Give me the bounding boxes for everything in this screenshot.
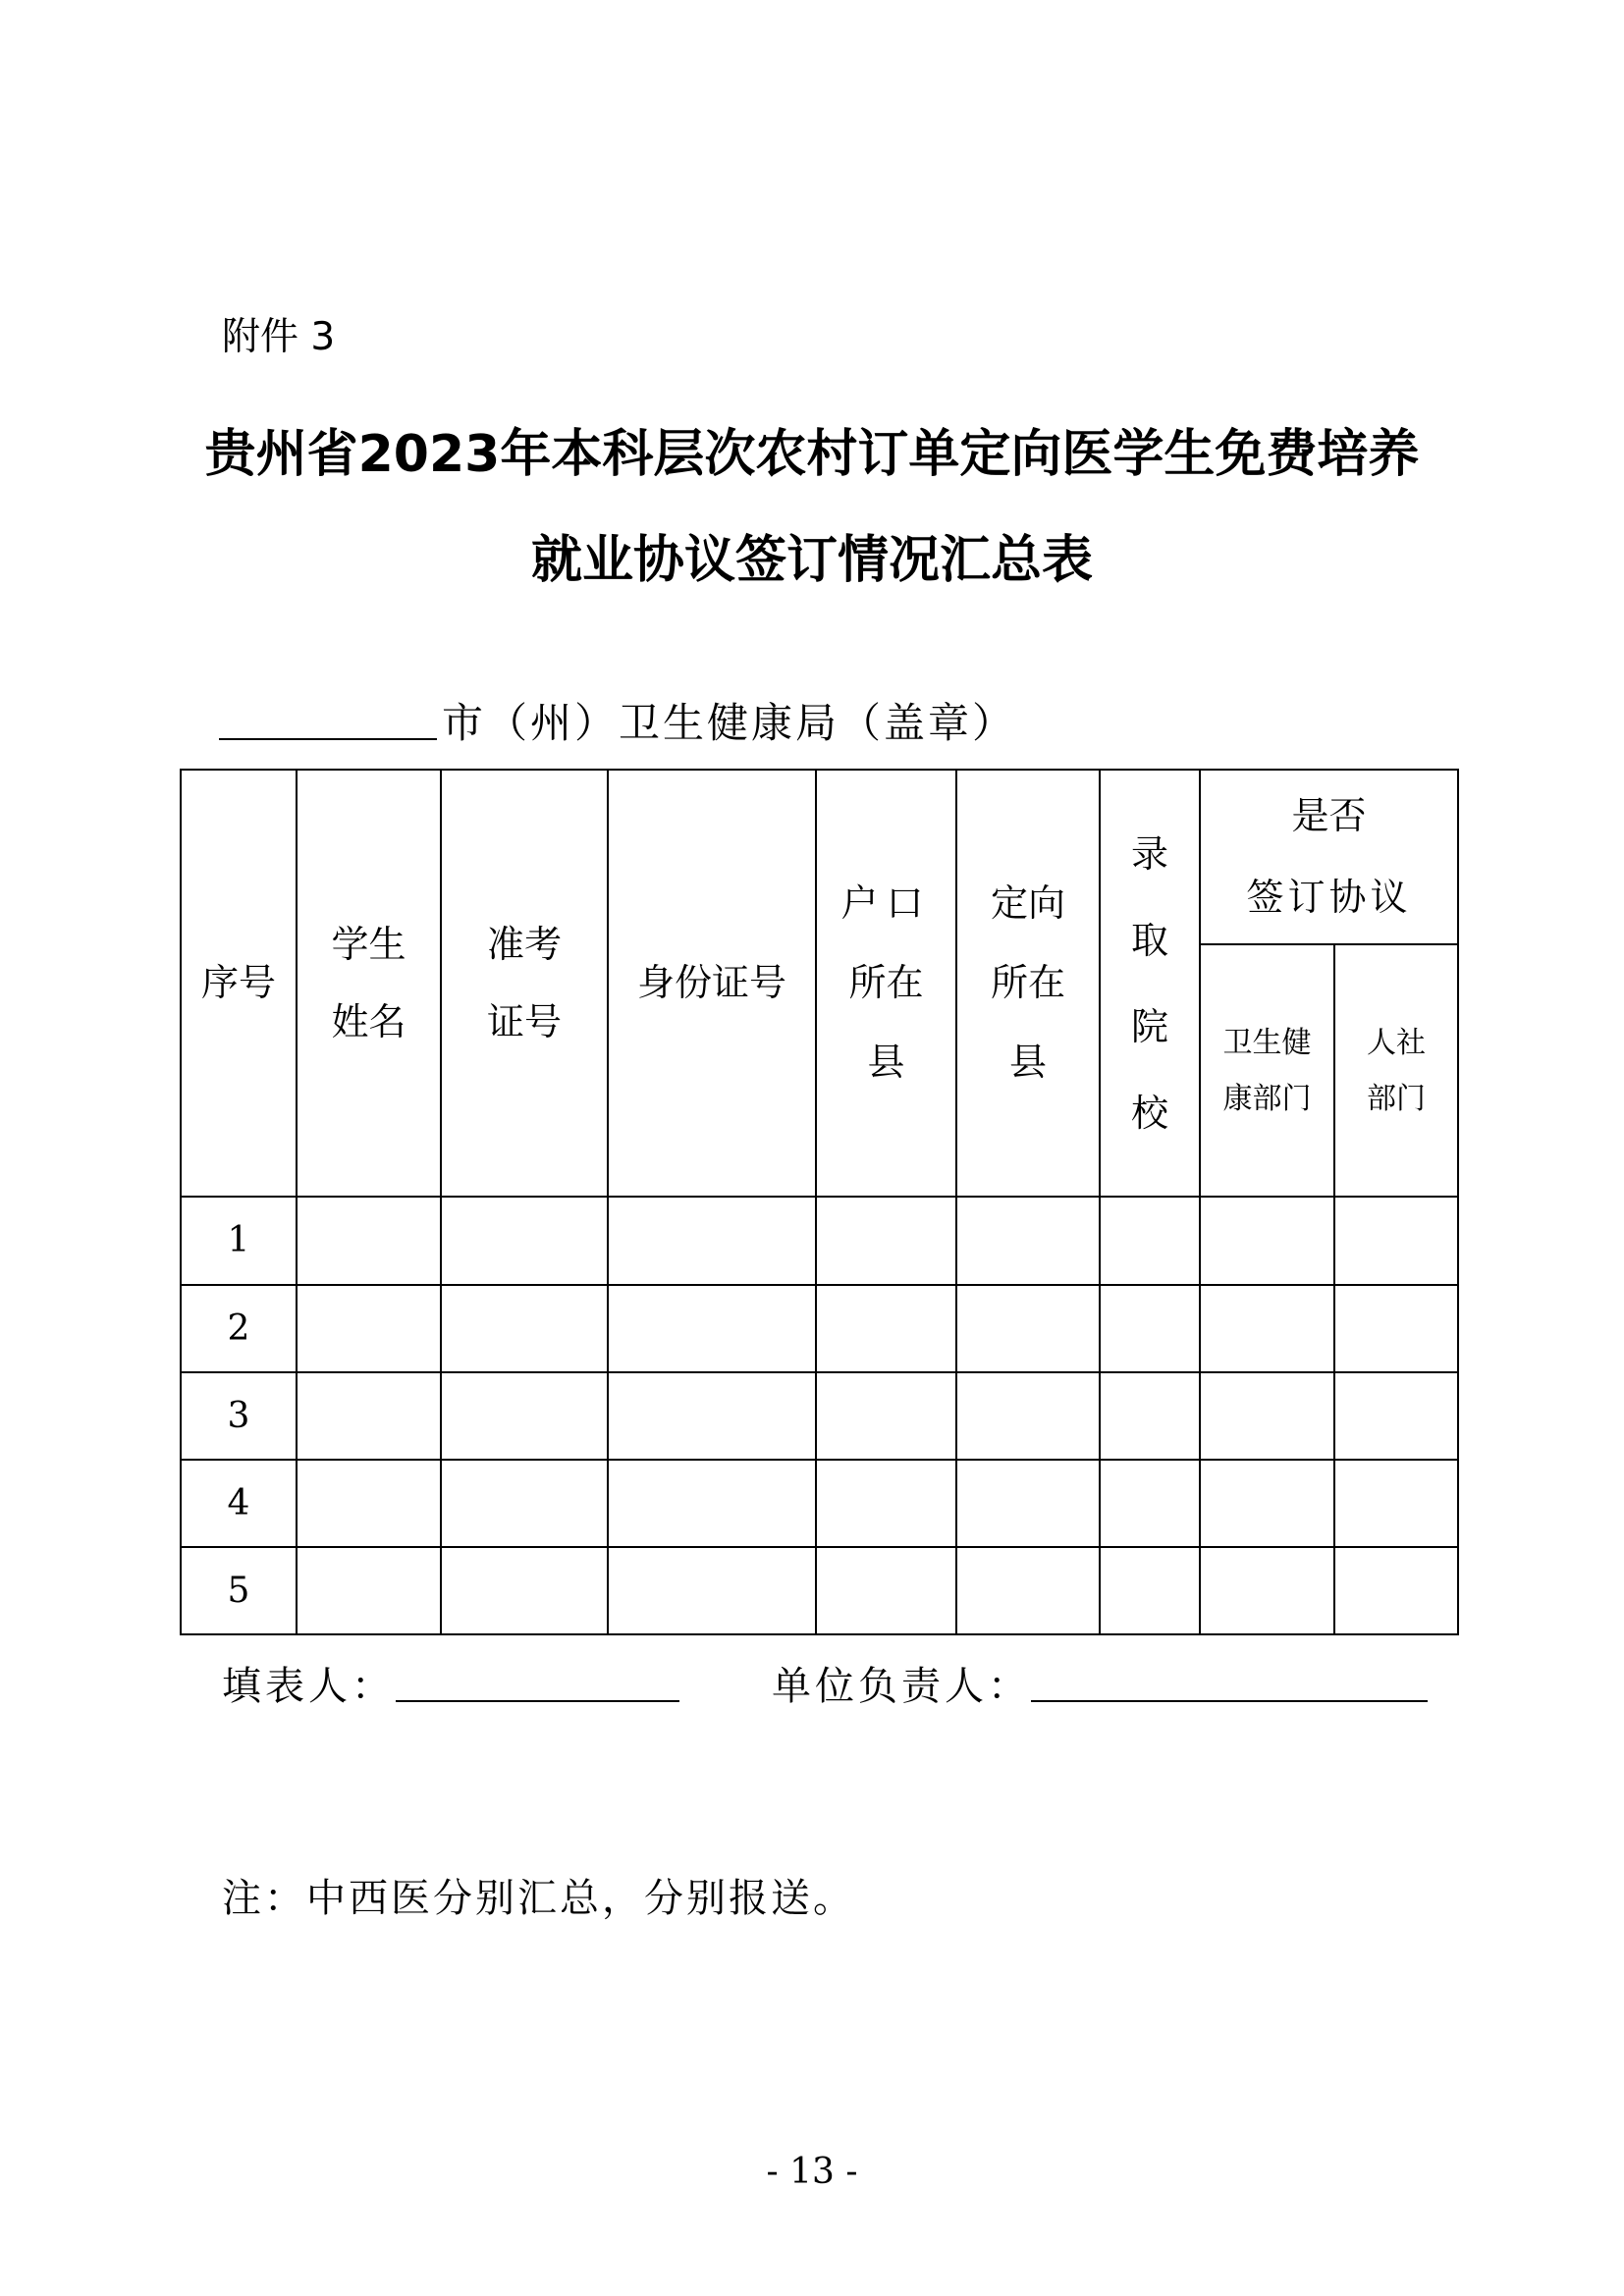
- table-cell[interactable]: [608, 1285, 816, 1372]
- row-number: 2: [181, 1285, 297, 1372]
- table-cell[interactable]: [956, 1197, 1100, 1285]
- header-id-number: 身份证号: [608, 770, 816, 1197]
- header-text: 部门: [1367, 1081, 1426, 1116]
- header-hr-dept: [1334, 944, 1458, 1197]
- header-text: 县: [867, 1040, 905, 1084]
- issuing-bureau-label: 市（州）卫生健康局（盖章）: [442, 699, 1017, 747]
- header-admitting-school: [1100, 770, 1200, 1197]
- table-cell[interactable]: [1334, 1197, 1458, 1285]
- table-cell[interactable]: [297, 1547, 441, 1634]
- header-student-name: [297, 770, 441, 1197]
- table-cell[interactable]: [1334, 1372, 1458, 1460]
- table-cell[interactable]: [1100, 1285, 1200, 1372]
- table-cell[interactable]: [608, 1197, 816, 1285]
- table-cell[interactable]: [1334, 1460, 1458, 1547]
- header-text: 人社: [1367, 1025, 1426, 1060]
- table-cell[interactable]: [816, 1372, 956, 1460]
- table-row: [181, 1372, 1458, 1460]
- table-cell[interactable]: [956, 1460, 1100, 1547]
- header-text: 校: [1130, 1091, 1168, 1135]
- header-text: 定向: [990, 881, 1065, 926]
- header-text: 康部门: [1222, 1081, 1312, 1116]
- table-cell[interactable]: [956, 1547, 1100, 1634]
- table-cell[interactable]: [816, 1285, 956, 1372]
- table-cell[interactable]: [1200, 1285, 1334, 1372]
- table-row: [181, 1460, 1458, 1547]
- header-text: 准考: [486, 922, 562, 966]
- header-text: 学生: [331, 922, 406, 966]
- table-cell[interactable]: [608, 1372, 816, 1460]
- table-cell[interactable]: [297, 1197, 441, 1285]
- table-cell[interactable]: [816, 1460, 956, 1547]
- table-cell[interactable]: [816, 1197, 956, 1285]
- row-number: 1: [181, 1197, 297, 1285]
- filler-signature-line[interactable]: [396, 1700, 679, 1702]
- table-cell[interactable]: [297, 1460, 441, 1547]
- table-cell[interactable]: [1100, 1372, 1200, 1460]
- header-text: 是否: [1291, 794, 1367, 838]
- header-text: 取: [1130, 918, 1168, 962]
- leader-signature-line[interactable]: [1031, 1700, 1428, 1702]
- leader-label: 单位负责人：: [772, 1664, 1031, 1709]
- table-cell[interactable]: [1334, 1285, 1458, 1372]
- table-cell[interactable]: [1100, 1547, 1200, 1634]
- header-text: 卫生健: [1222, 1025, 1312, 1060]
- header-text: 县: [1008, 1040, 1047, 1084]
- table-cell[interactable]: [441, 1197, 608, 1285]
- table-cell[interactable]: [297, 1372, 441, 1460]
- table-cell[interactable]: [956, 1285, 1100, 1372]
- page-number: - 13 -: [766, 2152, 858, 2192]
- table-cell[interactable]: [1100, 1460, 1200, 1547]
- header-text: 姓名: [331, 999, 406, 1043]
- document-title-line1: 贵州省2023年本科层次农村订单定向医学生免费培养: [204, 425, 1420, 484]
- table-cell[interactable]: [1200, 1197, 1334, 1285]
- filler-label: 填表人：: [222, 1664, 395, 1709]
- row-number: 5: [181, 1547, 297, 1634]
- table-cell[interactable]: [297, 1285, 441, 1372]
- table-cell[interactable]: [816, 1547, 956, 1634]
- summary-table: [180, 769, 1459, 1635]
- table-cell[interactable]: [1200, 1547, 1334, 1634]
- header-text: 证号: [486, 999, 562, 1043]
- header-text: 户口: [840, 881, 932, 926]
- header-health-dept: [1200, 944, 1334, 1197]
- header-target-county: [956, 770, 1100, 1197]
- header-text: 签订协议: [1246, 876, 1412, 919]
- header-text: 所在: [990, 961, 1065, 1005]
- header-exam-number: [441, 770, 608, 1197]
- table-cell[interactable]: [1200, 1372, 1334, 1460]
- header-text: 所在: [848, 961, 924, 1005]
- table-cell[interactable]: [608, 1460, 816, 1547]
- header-agreement-signed: [1200, 770, 1458, 944]
- row-number: 3: [181, 1372, 297, 1460]
- city-blank-line: [219, 738, 437, 740]
- table-cell[interactable]: [608, 1547, 816, 1634]
- header-hukou-county: [816, 770, 956, 1197]
- row-number: 4: [181, 1460, 297, 1547]
- table-cell[interactable]: [1200, 1460, 1334, 1547]
- header-text: 院: [1130, 1004, 1168, 1048]
- table-cell[interactable]: [441, 1285, 608, 1372]
- note: 注：中西医分别汇总，分别报送。: [222, 1876, 855, 1921]
- table-cell[interactable]: [441, 1547, 608, 1634]
- table-row: [181, 1197, 1458, 1285]
- table-row: [181, 1285, 1458, 1372]
- table-cell[interactable]: [956, 1372, 1100, 1460]
- table-cell[interactable]: [441, 1372, 608, 1460]
- annex-label: 附件 3: [222, 315, 336, 359]
- table-cell[interactable]: [1100, 1197, 1200, 1285]
- table-row: [181, 1547, 1458, 1634]
- table-cell[interactable]: [1334, 1547, 1458, 1634]
- header-text: 录: [1130, 831, 1168, 876]
- header-seq: 序号: [181, 770, 297, 1197]
- document-title-line2: 就业协议签订情况汇总表: [530, 531, 1093, 590]
- table-cell[interactable]: [441, 1460, 608, 1547]
